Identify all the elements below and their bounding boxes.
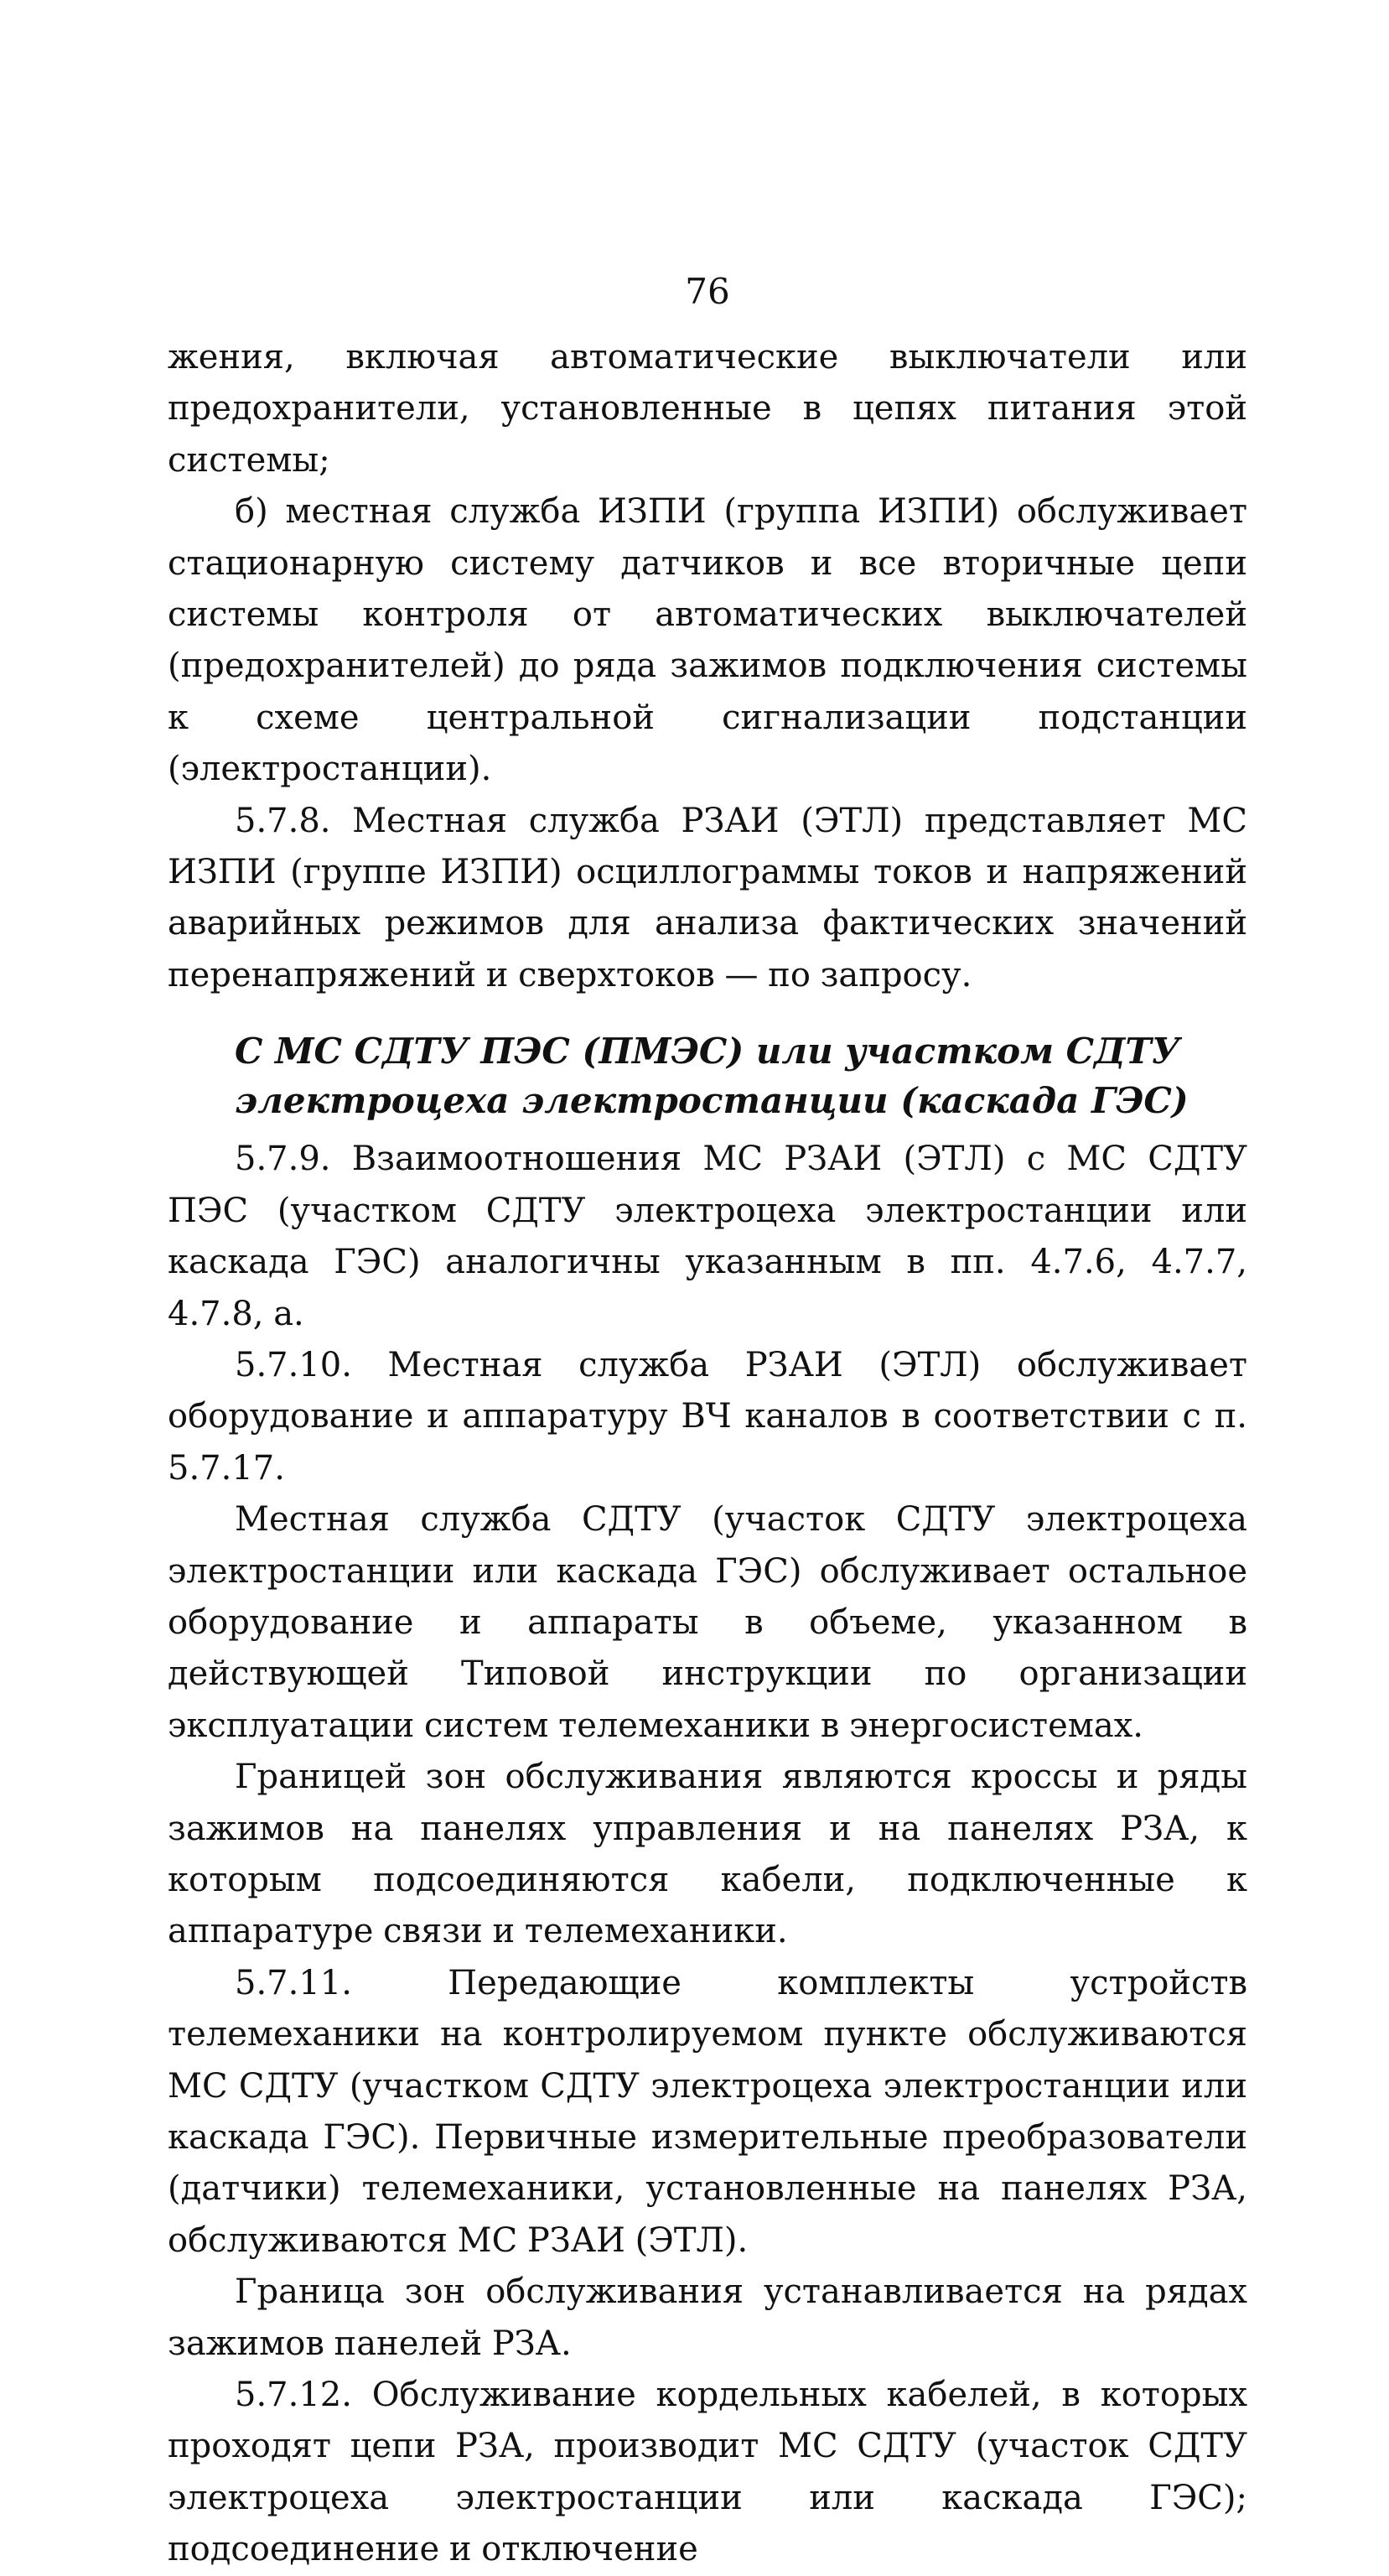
document-page [168,267,1247,2576]
paragraph-5-7-11: 5.7.11. Передающие комплекты устройств телемеханики на контролируемом пункте обслуживаются МС СДТУ (участком СДТУ электроцеха электростанции или каскада ГЭС). Первичные измерительные преобразователи (датчики) телемеханики, установленные на панелях РЗА, обслуживаются МС РЗАИ (ЭТЛ). [168,1963,1247,2260]
section-heading [168,1026,1247,1125]
paragraph-item-b: б) местная служба ИЗПИ (группа ИЗПИ) обслуживает стационарную систему датчиков и все вторичные цепи системы контроля от автоматических выключателей (предохранителей) до ряда зажимов подключения системы к схеме центральной сигнализации подстанции (электростанции). [168,492,1247,789]
paragraph-5-7-12: 5.7.12. Обслуживание кордельных кабелей, в которых проходят цепи РЗА, производит МС СДТУ (участок СДТУ электроцеха электростанции или каскада ГЭС); подсоединение и отключение [168,2376,1247,2569]
paragraph-5-7-10: 5.7.10. Местная служба РЗАИ (ЭТЛ) обслуживает оборудование и аппаратуру ВЧ каналов в соответствии с п. 5.7.17. [168,1345,1247,1488]
section-heading-line-1: С МС СДТУ ПЭС (ПМЭС) или участком СДТУ [235,1031,1180,1072]
paragraph-5-7-8: 5.7.8. Местная служба РЗАИ (ЭТЛ) представляет МС ИЗПИ (группе ИЗПИ) осциллограммы токов и напряжений аварийных режимов для анализа фактических значений перенапряжений и сверхтоков — по запросу. [168,801,1247,995]
paragraph-zone-boundary-rza: Граница зон обслуживания устанавливается на рядах зажимов панелей РЗА. [168,2272,1247,2363]
paragraph-zone-boundary: Границей зон обслуживания являются кроссы и ряды зажимов на панелях управления и на панелях РЗА, к которым подсоединяются кабели, подключенные к аппаратуре связи и телемеханики. [168,1758,1247,1951]
page-number: 76 [685,271,730,312]
paragraph-continued: жения, включая автоматические выключатели или предохранители, установленные в цепях питания этой системы; [168,338,1247,480]
paragraph-5-7-9: 5.7.9. Взаимоотношения МС РЗАИ (ЭТЛ) с МС СДТУ ПЭС (участком СДТУ электроцеха электростанции или каскада ГЭС) аналогичны указанным в пп. 4.7.6, 4.7.7, 4.7.8, а. [168,1140,1247,1333]
section-heading-line-2: электроцеха электростанции (каскада ГЭС) [235,1080,1189,1122]
paragraph-sdtu-service: Местная служба СДТУ (участок СДТУ электроцеха электростанции или каскада ГЭС) обслуживает остальное оборудование и аппараты в объеме, указанном в действующей Типовой инструкции по организации эксплуатации систем телемеханики в энергосистемах. [168,1500,1247,1745]
